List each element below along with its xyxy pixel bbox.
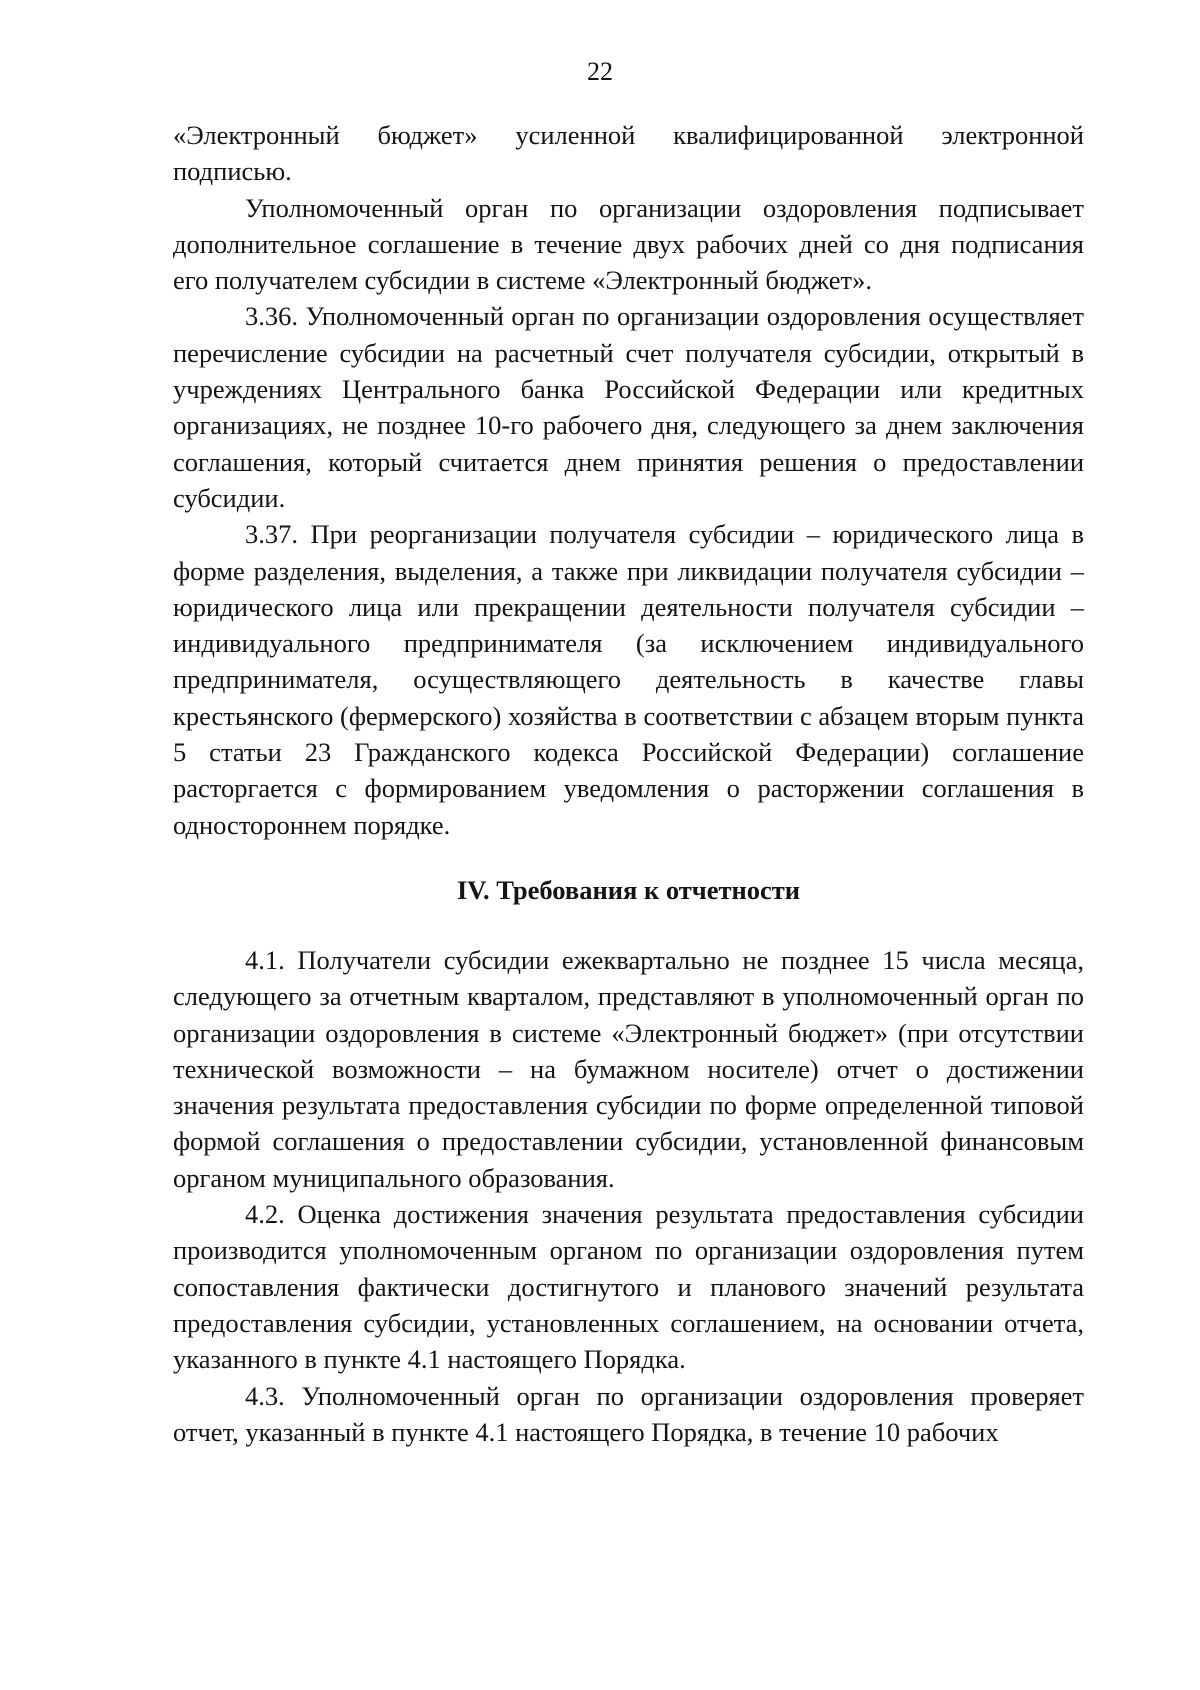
- section-heading: IV. Требования к отчетности: [456, 874, 801, 905]
- paragraph: Уполномоченный орган по организации оздоровления подписывает дополнительное соглашение в течение двух рабочих дней со дня подписания его получателем субсидии в системе «Электронный бюджет».: [173, 192, 1084, 296]
- paragraph: «Электронный бюджет» усиленной квалифицированной электронной подписью.: [173, 120, 1084, 187]
- paragraph-4-3: 4.3. Уполномоченный орган по организации оздоровления проверяет отчет, указанный в пункте 4.1 настоящего Порядка, в течение 10 рабочих: [173, 1380, 1084, 1447]
- paragraph-4-1: 4.1. Получатели субсидии ежеквартально не позднее 15 числа месяца, следующего за отчетным кварталом, представляют в уполномоченный орган по организации оздоровления в системе «Электронный бюджет» (при отсутствии технической возможности – на бумажном носителе) отчет о достижении значения результата предоставления субсидии по форме определенной типовой формой соглашения о предоставлении субсидии, установленной финансовым органом муниципального образования.: [173, 944, 1084, 1193]
- paragraph-4-2: 4.2. Оценка достижения значения результата предоставления субсидии производится уполномоченным органом по организации оздоровления путем сопоставления фактически достигнутого и планового значений результата предоставления субсидии, установленных соглашением, на основании отчета, указанного в пункте 4.1 настоящего Порядка.: [173, 1199, 1084, 1375]
- page-number: 22: [587, 57, 613, 86]
- paragraph-3-36: 3.36. Уполномоченный орган по организации оздоровления осуществляет перечисление субсидии на расчетный счет получателя субсидии, открытый в учреждениях Центрального банка Российской Федерации или кредитных организациях, не позднее 10-го рабочего дня, следующего за днем заключения соглашения, который считается днем принятия решения о предоставлении субсидии.: [173, 301, 1084, 513]
- paragraph-3-37: 3.37. При реорганизации получателя субсидии – юридического лица в форме разделения, выделения, а также при ликвидации получателя субсидии – юридического лица или прекращении деятельности получателя субсидии – индивидуального предпринимателя (за исключением индивидуального предпринимателя, осуществляющего деятельность в качестве главы крестьянского (фермерского) хозяйства в соответствии с абзацем вторым пункта 5 статьи 23 Гражданского кодекса Российской Федерации) соглашение расторгается с формированием уведомления о расторжении соглашения в одностороннем порядке.: [173, 519, 1084, 840]
- document-body: [173, 117, 1084, 1450]
